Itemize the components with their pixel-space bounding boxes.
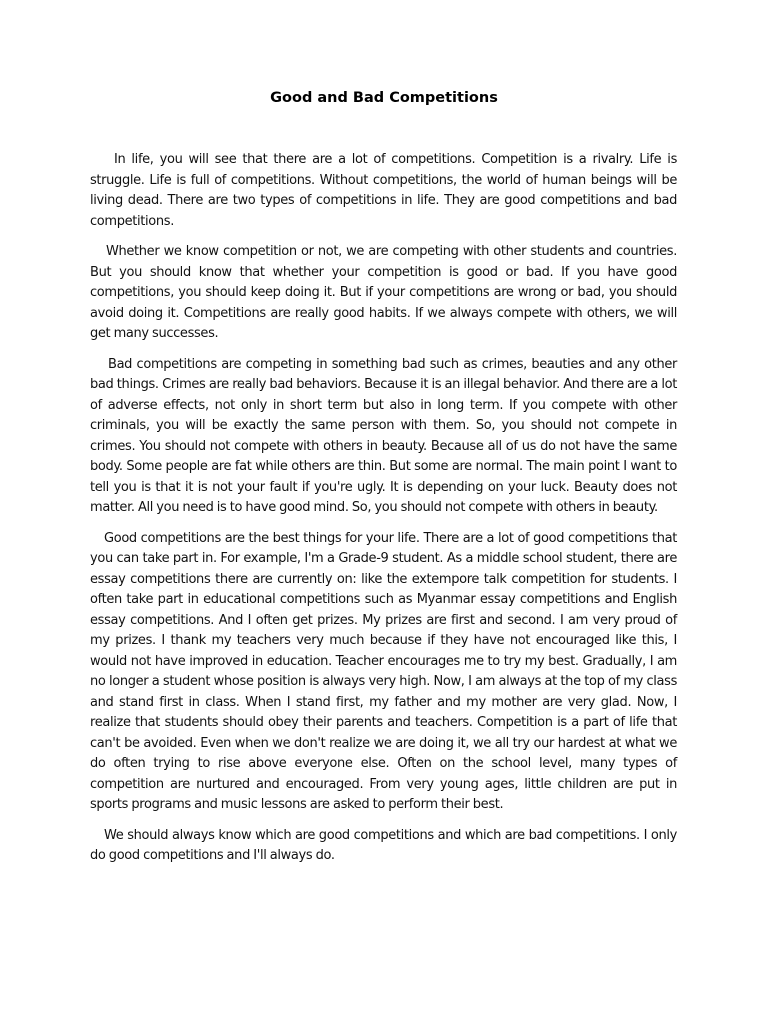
document-title: Good and Bad Competitions	[270, 90, 498, 106]
paragraph-good-competitions: Good competitions are the best things for your life. There are a lot of good competitions that you can take part in. For example, I'm a Grade-9 student. As a middle school student, there are essay competitions there are currently on: like the extempore talk competition for students. I often take part in educational competitions such as Myanmar essay competitions and English essay competitions. And I often get prizes. My prizes are first and second. I am very proud of my prizes. I thank my teachers very much because if they have not encouraged like this, I would not have improved in education. Teacher encourages me to try my best. Gradually, I am no longer a student whose position is always very high. Now, I am always at the top of my class and stand first in class. When I stand first, my father and my mother are very glad. Now, I realize that students should obey their parents and teachers. Competition is a part of life that can't be avoided. Even when we don't realize we are doing it, we all try our hardest at what we do often trying to rise above everyone else. Often on the school level, many types of competition are nurtured and encouraged. From very young ages, little children are put in sports programs and music lessons are asked to perform their best.	[90, 530, 677, 812]
document-body	[90, 150, 677, 877]
paragraph-intro: In life, you will see that there are a lot of competitions. Competition is a rivalry. Life is struggle. Life is full of competitions. Without competitions, the world of human beings will be living dead. There are two types of competitions in life. They are good competitions and bad competitions.	[90, 152, 677, 229]
paragraph-conclusion: We should always know which are good competitions and which are bad competitions. I only do good competitions and I'll always do.	[90, 827, 677, 863]
paragraph-competing: Whether we know competition or not, we are competing with other students and countries. But you should know that whether your competition is good or bad. If you have good competitions, you should keep doing it. But if your competitions are wrong or bad, you should avoid doing it. Competitions are really good habits. If we always compete with others, we will get many successes.	[90, 244, 677, 341]
paragraph-bad-competitions: Bad competitions are competing in something bad such as crimes, beauties and any other bad things. Crimes are really bad behaviors. Because it is an illegal behavior. And there are a lot of adverse effects, not only in short term but also in long term. If you compete with other criminals, you will be exactly the same person with them. So, you should not compete in crimes. You should not compete with others in beauty. Because all of us do not have the same body. Some people are fat while others are thin. But some are normal. The main point I want to tell you is that it is not your fault if you're ugly. It is depending on your luck. Beauty does not matter. All you need is to have good mind. So, you should not compete with others in beauty.	[90, 356, 677, 515]
